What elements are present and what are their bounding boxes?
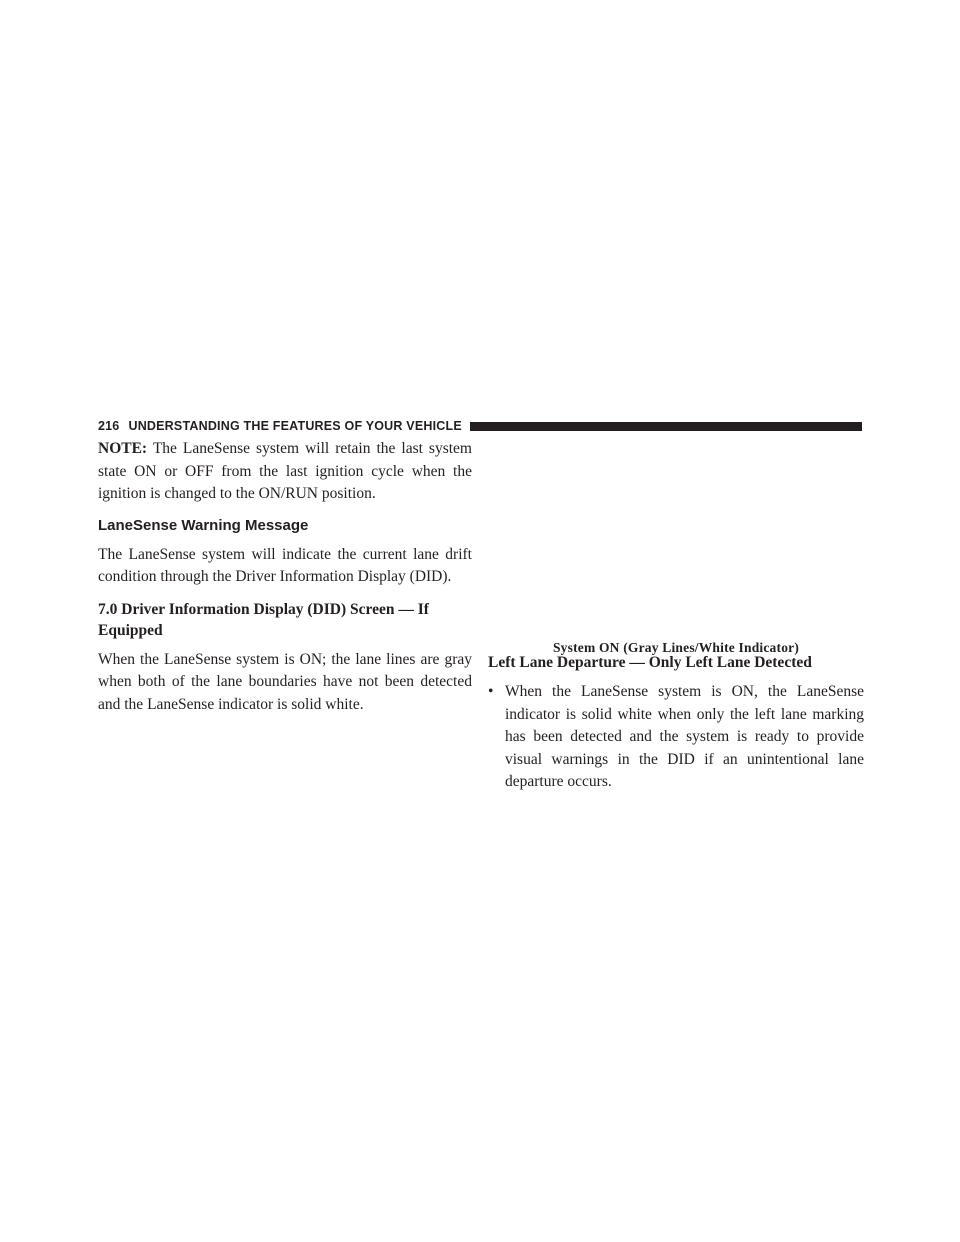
note-label: NOTE: <box>98 440 148 457</box>
right-column <box>488 652 864 794</box>
bullet-item <box>488 681 864 794</box>
left-lane-departure-heading: Left Lane Departure — Only Left Lane Detected <box>488 654 812 671</box>
figure-image-area <box>488 446 864 636</box>
did-screen-text: When the LaneSense system is ON; the lane lines are gray when both of the lane boundaries have not been detected and the LaneSense indicator is solid white. <box>98 650 472 713</box>
warning-message-heading: LaneSense Warning Message <box>98 516 309 534</box>
warning-message-text: The LaneSense system will indicate the current lane drift condition through the Driver Information Display (DID). <box>98 545 472 585</box>
bullet-list <box>488 681 864 794</box>
note-text: The LaneSense system will retain the last system state ON or OFF from the last ignition cycle when the ignition is changed to the ON/RUN position. <box>98 440 472 502</box>
bullet-icon: • <box>488 683 494 700</box>
figure-caption: System ON (Gray Lines/White Indicator) <box>552 640 800 655</box>
did-screen-heading: 7.0 Driver Information Display (DID) Screen — If Equipped <box>98 600 429 639</box>
bullet-text: When the LaneSense system is ON, the LaneSense indicator is solid white when only the left lane marking has been detected and the system is ready to provide visual warnings in the DID if an unintentional lane departure occurs. <box>505 683 864 790</box>
left-column <box>98 438 472 716</box>
page-number: 216 <box>98 419 120 433</box>
section-title: UNDERSTANDING THE FEATURES OF YOUR VEHICLE <box>128 419 462 433</box>
running-header <box>98 418 862 434</box>
note-paragraph <box>98 438 472 506</box>
header-rule <box>470 422 862 431</box>
